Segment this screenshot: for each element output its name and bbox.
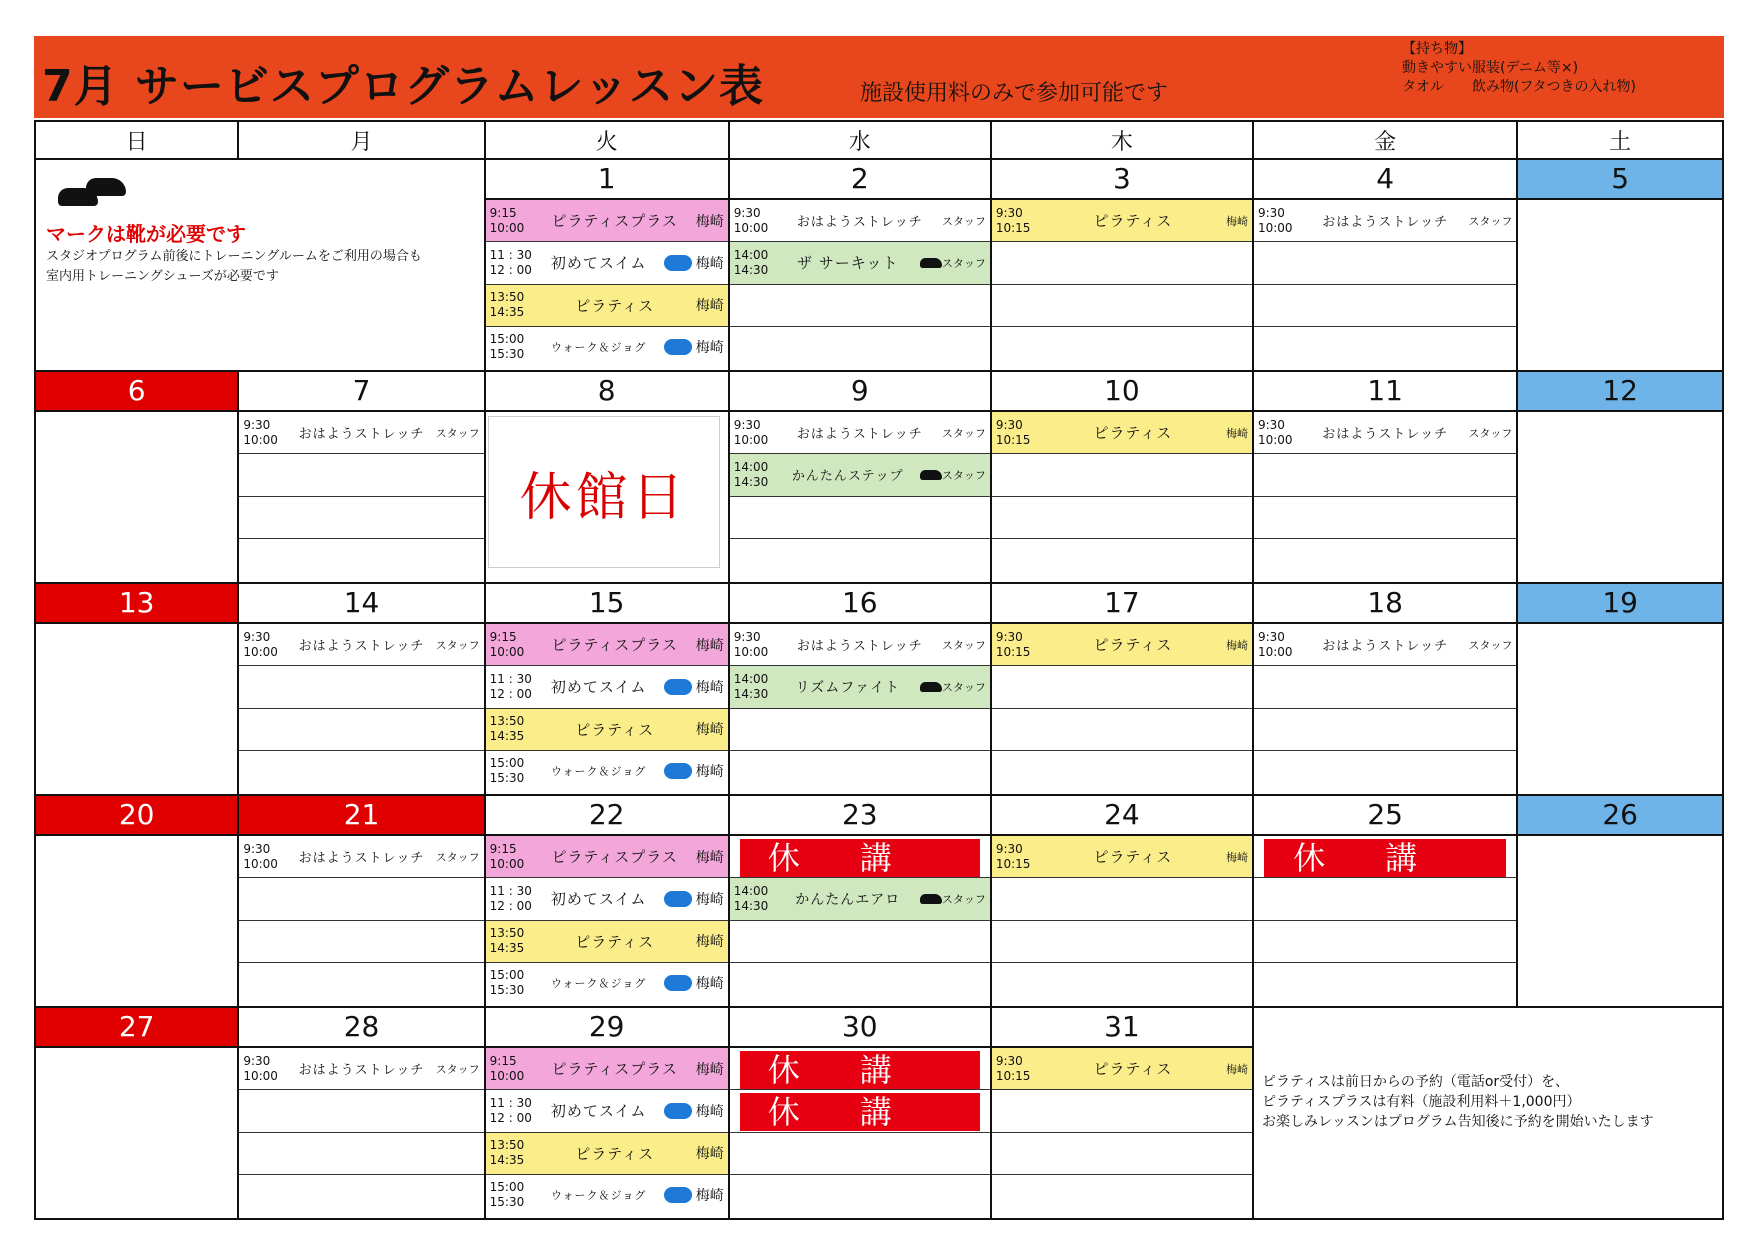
day-cell-18 — [1253, 583, 1517, 795]
instructor: 梅崎 — [695, 849, 724, 866]
day-cell-4 — [1253, 159, 1517, 371]
day-cell-26 — [1517, 795, 1723, 1007]
day-cell-23 — [729, 795, 991, 1007]
lesson-slot[interactable]: 9:30 10:00 おはようストレッチ スタッフ — [730, 624, 990, 666]
empty-slot — [992, 285, 1252, 327]
date-label: 24 — [992, 796, 1252, 836]
lesson-name: おはようストレッチ — [1322, 215, 1449, 231]
day-cell-7 — [238, 371, 484, 583]
lesson-slot[interactable]: 9:30 10:00 おはようストレッチ スタッフ — [239, 412, 483, 454]
shoe-notice — [35, 159, 485, 371]
lesson-slot[interactable]: 9:15 10:00 ピラティスプラス 梅崎 — [486, 200, 728, 242]
instructor: スタッフ — [941, 214, 986, 228]
shoe-icon — [920, 894, 942, 904]
reservation-note — [1253, 1007, 1723, 1219]
lesson-name: かんたんエアロ — [795, 891, 901, 908]
cancelled-label: 休講 — [740, 1093, 980, 1131]
day-cell-14 — [238, 583, 484, 795]
lesson-slot[interactable]: 13:50 14:35 ピラティス 梅崎 — [486, 921, 728, 963]
instructor: 梅崎 — [1225, 638, 1248, 652]
lesson-name: ピラティス — [575, 720, 655, 739]
lesson-slot[interactable]: 9:30 10:00 おはようストレッチ スタッフ — [239, 624, 483, 666]
date-label: 21 — [239, 796, 483, 836]
date-label: 27 — [36, 1008, 237, 1048]
date-label: 2 — [730, 160, 990, 200]
instructor: 梅崎 — [695, 891, 724, 908]
day-cell-13 — [35, 583, 238, 795]
day-cell-29 — [485, 1007, 729, 1219]
lesson-name: ピラティス — [1093, 636, 1173, 655]
holiday-label: 休館日 — [488, 416, 720, 568]
date-label: 5 — [1518, 160, 1722, 200]
weekday-header: 金 — [1253, 121, 1517, 159]
weekday-header: 水 — [729, 121, 991, 159]
lesson-slot[interactable]: 14:00 14:30 リズムファイト スタッフ — [730, 666, 990, 708]
instructor: 梅崎 — [695, 1146, 724, 1163]
empty-slot — [730, 709, 990, 751]
instructor: 梅崎 — [1225, 1062, 1248, 1076]
lesson-name: 初めてスイム — [550, 1102, 647, 1121]
lesson-slot[interactable]: 9:30 10:00 おはようストレッチ スタッフ — [730, 200, 990, 242]
date-label: 12 — [1518, 372, 1722, 412]
instructor: 梅崎 — [695, 298, 724, 315]
lesson-slot[interactable] — [730, 1048, 990, 1090]
empty-slot — [1254, 878, 1516, 920]
lesson-slot[interactable] — [1254, 836, 1516, 878]
lesson-name: ピラティス — [575, 932, 655, 951]
lesson-name: ピラティスプラス — [551, 212, 678, 231]
pool-icon — [664, 763, 692, 779]
lesson-name: おはようストレッチ — [796, 427, 923, 443]
note-line: ピラティスは前日からの予約（電話or受付）を、 — [1261, 1074, 1570, 1090]
instructor: 梅崎 — [695, 764, 724, 781]
instructor: スタッフ — [941, 680, 986, 694]
instructor: 梅崎 — [695, 976, 724, 993]
instructor: 梅崎 — [695, 255, 724, 272]
day-cell-1 — [485, 159, 729, 371]
pool-icon — [664, 339, 692, 355]
week-row — [35, 1007, 1723, 1219]
day-cell-28 — [238, 1007, 484, 1219]
note-line: お楽しみレッスンはプログラム告知後に予約を開始いたします — [1261, 1114, 1654, 1130]
date-label: 6 — [36, 372, 237, 412]
date-label: 25 — [1254, 796, 1516, 836]
lesson-name: おはようストレッチ — [796, 639, 923, 655]
weekday-header: 火 — [485, 121, 729, 159]
day-cell-16 — [729, 583, 991, 795]
lesson-name: おはようストレッチ — [298, 427, 425, 443]
empty-slot — [239, 666, 483, 708]
date-label: 30 — [730, 1008, 990, 1048]
shoe-icon — [920, 470, 942, 480]
empty-slot — [1254, 666, 1516, 708]
lesson-name: ピラティスプラス — [551, 1060, 678, 1079]
empty-slot — [1254, 751, 1516, 792]
lesson-name: おはようストレッチ — [796, 215, 923, 231]
date-label: 19 — [1518, 584, 1722, 624]
date-label: 9 — [730, 372, 990, 412]
empty-slot — [992, 1090, 1252, 1132]
date-label: 8 — [486, 372, 728, 412]
pool-icon — [664, 975, 692, 991]
empty-slot — [730, 751, 990, 792]
lesson-name: ピラティス — [575, 296, 655, 315]
lesson-name: ピラティスプラス — [551, 636, 678, 655]
empty-slot — [992, 1133, 1252, 1175]
lesson-name: ピラティス — [1093, 212, 1173, 231]
lesson-name: ピラティス — [1093, 1060, 1173, 1079]
date-label: 10 — [992, 372, 1252, 412]
empty-slot — [730, 921, 990, 963]
instructor: スタッフ — [1468, 638, 1513, 652]
lesson-name: ウォーク＆ジョグ — [551, 765, 647, 779]
page-subtitle: 施設使用料のみで参加可能です — [860, 81, 1169, 106]
instructor: スタッフ — [1468, 426, 1513, 440]
belongings-note — [1402, 40, 1636, 97]
notice-text: スタジオプログラム前後にトレーニングルームをご利用の場合も — [46, 249, 422, 264]
instructor: スタッフ — [941, 468, 986, 482]
empty-slot — [1254, 963, 1516, 1004]
lesson-name: かんたんステップ — [791, 469, 904, 485]
lesson-slot[interactable]: 9:30 10:15 ピラティス 梅崎 — [992, 1048, 1252, 1090]
instructor: 梅崎 — [695, 1103, 724, 1120]
instructor: 梅崎 — [695, 213, 724, 230]
day-cell-5 — [1517, 159, 1723, 371]
instructor: 梅崎 — [695, 934, 724, 951]
lesson-slot[interactable]: 9:30 10:00 おはようストレッチ スタッフ — [239, 1048, 483, 1090]
lesson-slot[interactable]: 15:00 15:30 ウォーク＆ジョグ 梅崎 — [489, 332, 724, 362]
lesson-slot[interactable]: 9:30 10:00 おはようストレッチ スタッフ — [1254, 624, 1516, 666]
day-cell-25 — [1253, 795, 1517, 1007]
date-label: 11 — [1254, 372, 1516, 412]
lesson-slot[interactable]: 11 : 30 12 : 00 初めてスイム 梅崎 — [486, 242, 728, 284]
empty-slot — [992, 709, 1252, 751]
empty-slot — [992, 666, 1252, 708]
day-cell-20 — [35, 795, 238, 1007]
instructor: スタッフ — [941, 638, 986, 652]
day-cell-19 — [1517, 583, 1723, 795]
lesson-slot[interactable]: 9:15 10:00 ピラティスプラス 梅崎 — [486, 624, 728, 666]
date-label: 16 — [730, 584, 990, 624]
week-row — [35, 583, 1723, 795]
weekday-header-row — [35, 121, 1723, 159]
week-row — [35, 371, 1723, 583]
lesson-slot[interactable] — [730, 836, 990, 878]
empty-slot — [730, 285, 990, 327]
day-cell-10 — [991, 371, 1253, 583]
empty-slot — [239, 878, 483, 920]
lesson-slot[interactable]: 14:00 14:30 かんたんステップ スタッフ — [730, 454, 990, 496]
empty-slot — [992, 327, 1252, 368]
lesson-slot[interactable]: 15:00 15:30 ウォーク＆ジョグ 梅崎 — [489, 756, 724, 786]
empty-slot — [992, 454, 1252, 496]
empty-slot — [1254, 285, 1516, 327]
week-row — [35, 795, 1723, 1007]
day-cell-12 — [1517, 371, 1723, 583]
date-label: 3 — [992, 160, 1252, 200]
lesson-name: ピラティス — [1093, 424, 1173, 443]
date-label: 7 — [239, 372, 483, 412]
weekday-header: 月 — [238, 121, 484, 159]
empty-slot — [239, 1175, 483, 1216]
empty-slot — [1254, 242, 1516, 284]
lesson-slot[interactable]: 9:30 10:00 おはようストレッチ スタッフ — [239, 836, 483, 878]
date-label: 20 — [36, 796, 237, 836]
lesson-name: ピラティス — [575, 1144, 655, 1163]
date-label: 28 — [239, 1008, 483, 1048]
date-label: 13 — [36, 584, 237, 624]
day-cell-9 — [729, 371, 991, 583]
note-line: ピラティスプラスは有料（施設利用料＋1,000円） — [1261, 1094, 1581, 1110]
empty-slot — [239, 963, 483, 1004]
lesson-name: ピラティスプラス — [551, 848, 678, 867]
instructor: スタッフ — [941, 256, 986, 270]
empty-slot — [1254, 921, 1516, 963]
date-label: 17 — [992, 584, 1252, 624]
date-label: 15 — [486, 584, 728, 624]
lesson-slot[interactable]: 13:50 14:35 ピラティス 梅崎 — [486, 1133, 728, 1175]
date-label: 23 — [730, 796, 990, 836]
day-cell-30 — [729, 1007, 991, 1219]
lesson-slot[interactable]: 9:30 10:00 おはようストレッチ スタッフ — [730, 412, 990, 454]
day-cell-11 — [1253, 371, 1517, 583]
empty-slot — [730, 327, 990, 368]
lesson-name: おはようストレッチ — [298, 639, 425, 655]
day-cell-3 — [991, 159, 1253, 371]
notice-text: 室内用トレーニングシューズが必要です — [46, 269, 279, 284]
day-cell-27 — [35, 1007, 238, 1219]
lesson-name: ザ サーキット — [797, 254, 899, 273]
lesson-slot[interactable]: 9:15 10:00 ピラティスプラス 梅崎 — [486, 836, 728, 878]
instructor: 梅崎 — [1225, 850, 1248, 864]
pool-icon — [664, 891, 692, 907]
lesson-name: ウォーク＆ジョグ — [551, 1189, 647, 1203]
lesson-slot[interactable]: 11 : 30 12 : 00 初めてスイム 梅崎 — [486, 1090, 728, 1132]
day-cell-31 — [991, 1007, 1253, 1219]
lesson-name: 初めてスイム — [550, 890, 647, 909]
empty-slot — [992, 497, 1252, 539]
empty-slot — [239, 539, 483, 580]
week-row — [35, 159, 1723, 371]
pool-icon — [664, 1187, 692, 1203]
lesson-slot[interactable]: 14:00 14:30 かんたんエアロ スタッフ — [730, 878, 990, 920]
lesson-name: 初めてスイム — [550, 254, 647, 273]
cancelled-label: 休講 — [740, 1051, 980, 1089]
empty-slot — [1254, 454, 1516, 496]
date-label: 29 — [486, 1008, 728, 1048]
date-label: 4 — [1254, 160, 1516, 200]
cancelled-label: 休講 — [1264, 839, 1506, 877]
empty-slot — [730, 963, 990, 1004]
instructor: 梅崎 — [695, 1188, 724, 1205]
belongings-line: タオル 飲み物(フタつきの入れ物) — [1402, 79, 1636, 95]
instructor: 梅崎 — [695, 722, 724, 739]
lesson-name: ウォーク＆ジョグ — [551, 341, 647, 355]
day-cell-21 — [238, 795, 484, 1007]
empty-slot — [239, 454, 483, 496]
instructor: スタッフ — [435, 1062, 480, 1076]
lesson-slot[interactable]: 13:50 14:35 ピラティス 梅崎 — [486, 709, 728, 751]
instructor: スタッフ — [435, 850, 480, 864]
pool-icon — [664, 1103, 692, 1119]
shoe-icon — [920, 258, 942, 268]
day-cell-17 — [991, 583, 1253, 795]
lesson-slot[interactable]: 13:50 14:35 ピラティス 梅崎 — [486, 285, 728, 327]
empty-slot — [992, 539, 1252, 580]
empty-slot — [239, 709, 483, 751]
lesson-slot[interactable]: 11 : 30 12 : 00 初めてスイム 梅崎 — [486, 666, 728, 708]
empty-slot — [992, 242, 1252, 284]
instructor: 梅崎 — [695, 679, 724, 696]
empty-slot — [1254, 327, 1516, 368]
header-banner — [34, 36, 1724, 118]
empty-slot — [239, 497, 483, 539]
pool-icon — [664, 255, 692, 271]
belongings-heading: 【持ち物】 — [1402, 41, 1472, 57]
lesson-slot[interactable]: 14:00 14:30 ザ サーキット スタッフ — [730, 242, 990, 284]
lesson-name: おはようストレッチ — [1322, 639, 1449, 655]
day-cell-8 — [485, 371, 729, 583]
lesson-slot[interactable]: 9:30 10:15 ピラティス 梅崎 — [992, 412, 1252, 454]
pool-icon — [664, 679, 692, 695]
empty-slot — [730, 497, 990, 539]
instructor: スタッフ — [1468, 214, 1513, 228]
empty-slot — [239, 1090, 483, 1132]
lesson-name: ウォーク＆ジョグ — [551, 977, 647, 991]
empty-slot — [992, 878, 1252, 920]
lesson-name: リズムファイト — [795, 679, 900, 696]
day-cell-22 — [485, 795, 729, 1007]
lesson-name: おはようストレッチ — [298, 1063, 425, 1079]
day-cell-24 — [991, 795, 1253, 1007]
empty-slot — [1254, 709, 1516, 751]
instructor: スタッフ — [941, 892, 986, 906]
day-cell-6 — [35, 371, 238, 583]
notice-title: マークは靴が必要です — [46, 222, 246, 246]
empty-slot — [730, 1175, 990, 1216]
page-title: 7月 サービスプログラムレッスン表 — [42, 61, 765, 112]
instructor: 梅崎 — [1225, 426, 1248, 440]
lesson-name: おはようストレッチ — [1322, 427, 1449, 443]
shoes-icon — [58, 174, 128, 214]
date-label: 1 — [486, 160, 728, 200]
calendar-grid — [34, 120, 1724, 1220]
day-cell-2 — [729, 159, 991, 371]
empty-slot — [239, 921, 483, 963]
instructor: 梅崎 — [695, 340, 724, 357]
empty-slot — [239, 751, 483, 792]
lesson-slot[interactable]: 9:15 10:00 ピラティスプラス 梅崎 — [486, 1048, 728, 1090]
empty-slot — [239, 1133, 483, 1175]
empty-slot — [992, 921, 1252, 963]
weekday-header: 土 — [1517, 121, 1723, 159]
lesson-slot[interactable]: 11 : 30 12 : 00 初めてスイム 梅崎 — [486, 878, 728, 920]
lesson-name: おはようストレッチ — [298, 851, 425, 867]
lesson-name: ピラティス — [1093, 848, 1173, 867]
empty-slot — [730, 539, 990, 580]
lesson-slot[interactable]: 9:30 10:15 ピラティス 梅崎 — [992, 200, 1252, 242]
lesson-slot[interactable]: 15:00 15:30 ウォーク＆ジョグ 梅崎 — [489, 968, 724, 998]
empty-slot — [992, 1175, 1252, 1216]
weekday-header: 木 — [991, 121, 1253, 159]
instructor: 梅崎 — [695, 637, 724, 654]
empty-slot — [1254, 539, 1516, 580]
day-cell-15 — [485, 583, 729, 795]
lesson-slot[interactable]: 9:30 10:00 おはようストレッチ スタッフ — [1254, 200, 1516, 242]
empty-slot — [992, 963, 1252, 1004]
shoe-icon — [920, 682, 942, 692]
date-label: 31 — [992, 1008, 1252, 1048]
instructor: スタッフ — [435, 426, 480, 440]
empty-slot — [1254, 497, 1516, 539]
instructor: スタッフ — [435, 638, 480, 652]
lesson-slot[interactable]: 9:30 10:00 おはようストレッチ スタッフ — [1254, 412, 1516, 454]
instructor: スタッフ — [941, 426, 986, 440]
instructor: 梅崎 — [1225, 214, 1248, 228]
date-label: 14 — [239, 584, 483, 624]
empty-slot — [992, 751, 1252, 792]
lesson-slot[interactable] — [730, 1090, 990, 1132]
instructor: 梅崎 — [695, 1061, 724, 1078]
date-label: 26 — [1518, 796, 1722, 836]
lesson-slot[interactable]: 9:30 10:15 ピラティス 梅崎 — [992, 624, 1252, 666]
date-label: 22 — [486, 796, 728, 836]
lesson-slot[interactable]: 9:30 10:15 ピラティス 梅崎 — [992, 836, 1252, 878]
weekday-header: 日 — [35, 121, 238, 159]
lesson-name: 初めてスイム — [550, 678, 647, 697]
cancelled-label: 休講 — [740, 839, 980, 877]
date-label: 18 — [1254, 584, 1516, 624]
belongings-line: 動きやすい服装(デニム等×) — [1402, 60, 1579, 76]
lesson-slot[interactable]: 15:00 15:30 ウォーク＆ジョグ 梅崎 — [489, 1180, 724, 1210]
empty-slot — [730, 1133, 990, 1175]
